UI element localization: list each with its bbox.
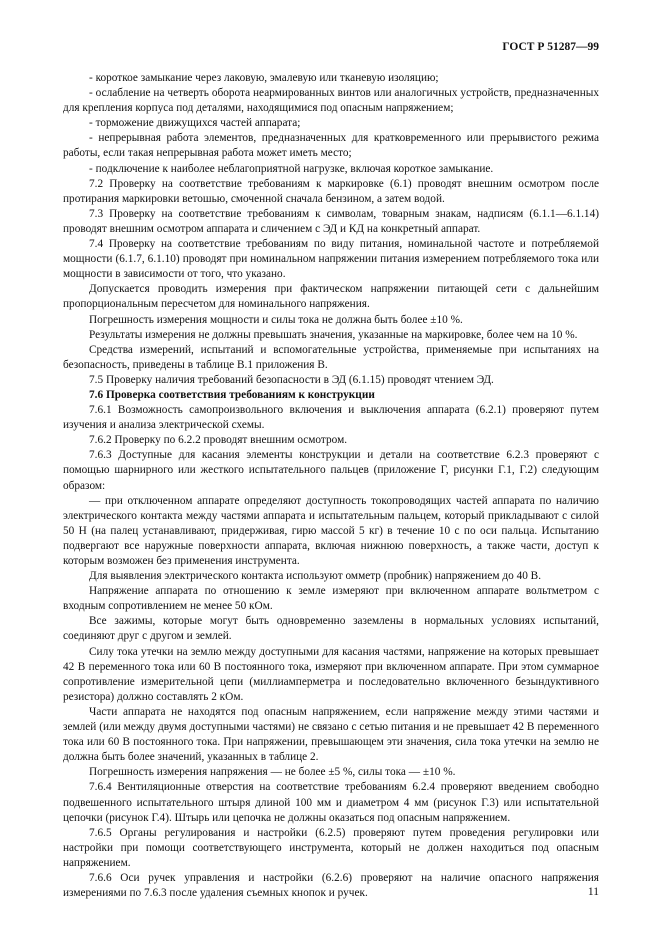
paragraph: 7.6.5 Органы регулирования и настройки (6.2.5) проверяют путем проведения регулировки или настройки при помощи соответствующего инструмента, который не должен находиться под опасным напряжением. bbox=[63, 826, 599, 869]
paragraph: Части аппарата не находятся под опасным напряжением, если напряжение между этими частями и землей (или между двумя доступными частями) не связано с сетью питания и не превышает 42 В переменного тока или 60 В постоянного тока. При напряжении, превышающем эти значения, сила тока утечки на землю не должна быть более значений, указанных в таблице 2. bbox=[63, 705, 599, 764]
section-heading: 7.6 Проверка соответствия требованиям к конструкции bbox=[89, 388, 375, 401]
list-item: - ослабление на четверть оборота неармированных винтов или аналогичных устройств, предназначенных для крепления корпуса под деталями, находящимися под опасным напряжением; bbox=[63, 87, 599, 115]
paragraph: Напряжение аппарата по отношению к земле измеряют при включенном аппарате вольтметром с входным сопротивлением не менее 50 кОм. bbox=[63, 585, 599, 613]
paragraph: 7.6.4 Вентиляционные отверстия на соответствие требованиям 6.2.4 проверяют введением свободно подвешенного испытательного штыря длиной 100 мм и диаметром 4 мм (рисунок Г.3) или испытательной цепочки (рисунок Г.4). Штырь или цепочка не должны оказаться под опасным напряжением. bbox=[63, 781, 599, 824]
paragraph: Допускается проводить измерения при фактическом напряжении питающей сети с дальнейшим пропорциональным пересчетом для номинального напряжения. bbox=[63, 283, 599, 311]
list-item: - подключение к наиболее неблагоприятной нагрузке, включая короткое замыкание. bbox=[89, 162, 494, 175]
page-number: 11 bbox=[587, 886, 599, 898]
paragraph: 7.6.3 Доступные для касания элементы конструкции и детали на соответствие 6.2.3 проверяют с помощью шарнирного или жесткого испытательного пальцев (приложение Г, рисунки Г.1, Г.2) следующим образом: bbox=[63, 449, 599, 492]
list-item: - непрерывная работа элементов, предназначенных для кратковременного или прерывистого режима работы, если такая непрерывная работа может иметь место; bbox=[63, 132, 599, 160]
paragraph: Погрешность измерения напряжения — не более ±5 %, силы тока — ±10 %. bbox=[89, 766, 456, 779]
paragraph: 7.5 Проверку наличия требований безопасности в ЭД (6.1.15) проводят чтением ЭД. bbox=[89, 373, 494, 386]
paragraph: 7.6.6 Оси ручек управления и настройки (6.2.6) проверяют на наличие опасного напряжения измерениями по 7.6.3 после удаления съемных кнопок и ручек. bbox=[63, 871, 599, 900]
paragraph: 7.2 Проверку на соответствие требованиям к маркировке (6.1) проводят внешним осмотром после протирания маркировки ветошью, смоченной сначала бензином, а затем водой. bbox=[63, 177, 599, 205]
document-body bbox=[63, 71, 599, 901]
standard-header: ГОСТ Р 51287—99 bbox=[502, 41, 599, 53]
paragraph: Для выявления электрического контакта используют омметр (пробник) напряжением до 40 В. bbox=[89, 570, 542, 583]
paragraph: Силу тока утечки на землю между доступными для касания частями, напряжение на которых превышает 42 В переменного тока или 60 В постоянного тока, измеряют при включенном аппарате. При этом суммарное сопротивление измерительной цепи (миллиамперметра и последовательно включенного безындуктивного резистора) должно составлять 2 кОм. bbox=[63, 645, 599, 703]
paragraph: 7.4 Проверку на соответствие требованиям по виду питания, номинальной частоте и потребляемой мощности (6.1.7, 6.1.10) проводят при номинальном напряжении питания измерением потребляемого тока или мощности в зависимости от того, что указано. bbox=[63, 238, 599, 281]
paragraph: Результаты измерения не должны превышать значения, указанные на маркировке, более чем на 10 %. bbox=[89, 328, 578, 341]
list-item: - торможение движущихся частей аппарата; bbox=[89, 117, 301, 130]
paragraph: — при отключенном аппарате определяют доступность токопроводящих частей аппарата по наличию электрического контакта между частями аппарата и испытательным пальцем, который прикладывают с силой 50 Н (на палец устанавливают, придерживая, гирю массой 5 кг) в течение 10 с по оси пальца. Испытанию подвергают все наружные поверхности аппарата, включая нижнюю поверхность, а также части, доступ к которым возможен без применения инструмента. bbox=[63, 494, 599, 567]
list-item: - короткое замыкание через лаковую, эмалевую или тканевую изоляцию; bbox=[89, 72, 439, 84]
paragraph: Все зажимы, которые могут быть одновременно заземлены в нормальных условиях испытаний, соединяют друг с другом и землей. bbox=[63, 615, 599, 643]
paragraph: 7.6.1 Возможность самопроизвольного включения и выключения аппарата (6.2.1) проверяют путем изучения и анализа электрической схемы. bbox=[63, 404, 599, 432]
paragraph: Средства измерений, испытаний и вспомогательные устройства, применяемые при испытаниях на безопасность, приведены в таблице В.1 приложения В. bbox=[63, 343, 599, 371]
paragraph: Погрешность измерения мощности и силы тока не должна быть более ±10 %. bbox=[89, 313, 463, 326]
paragraph: 7.6.2 Проверку по 6.2.2 проводят внешним осмотром. bbox=[89, 434, 348, 447]
paragraph: 7.3 Проверку на соответствие требованиям к символам, товарным знакам, надписям (6.1.1—6.1.14) проводят внешним осмотром аппарата и сличением с ЭД и КД на конкретный аппарат. bbox=[63, 207, 599, 235]
